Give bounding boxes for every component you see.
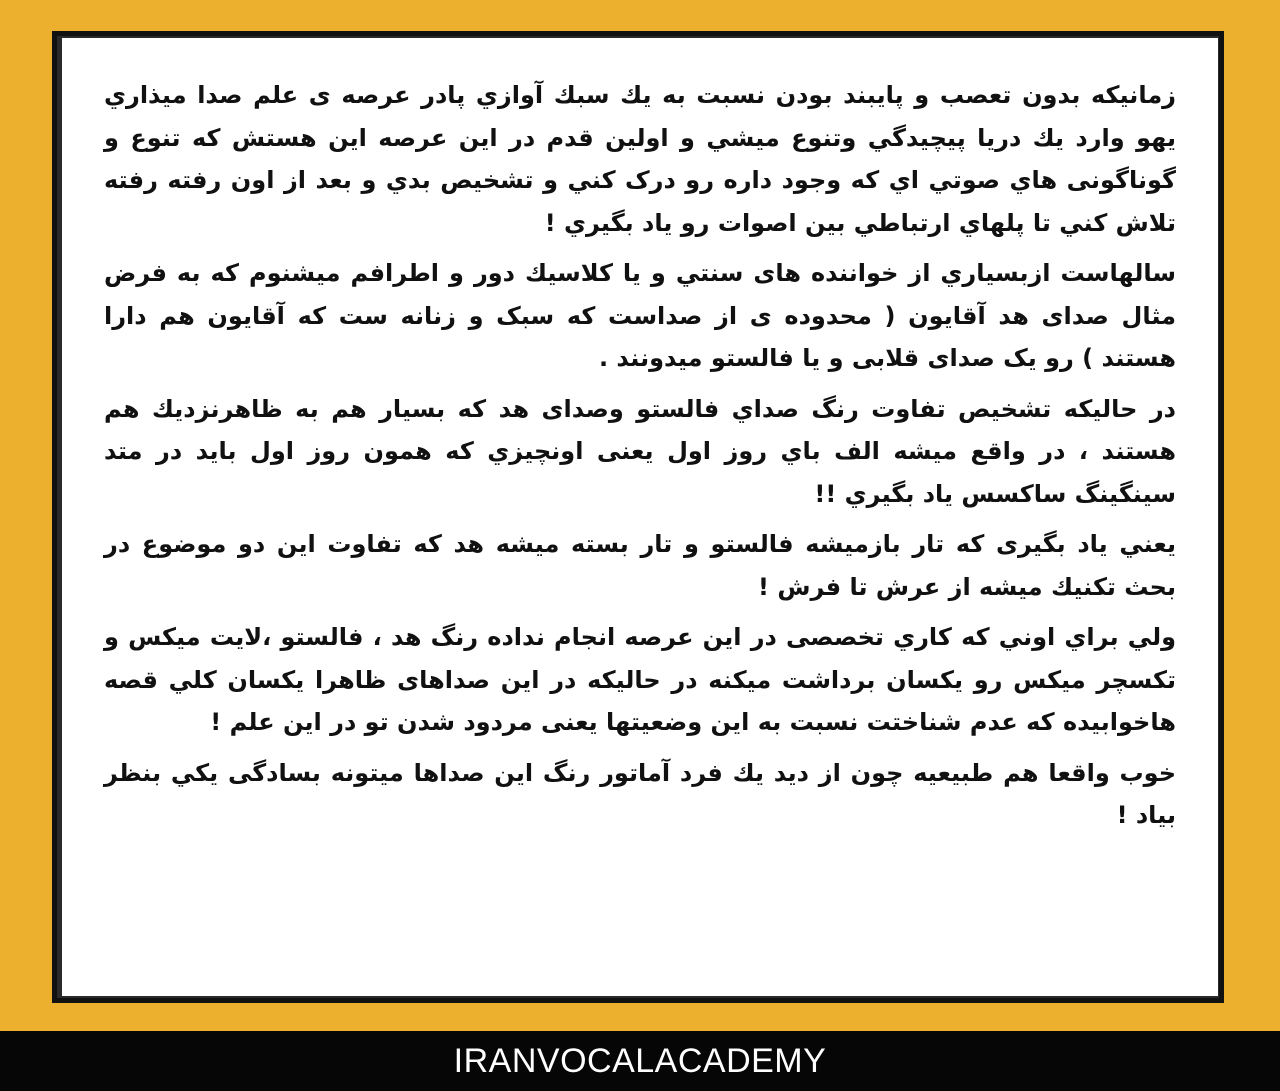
footer-bar xyxy=(0,1031,1280,1091)
paragraph-1: زمانیکه بدون تعصب و پایبند بودن نسبت به یك سبك آوازي پادر عرصه ی علم صدا میذاري یهو وارد یك دریا پیچیدگي وتنوع میشي و اولین قدم در این عرصه این هستش که تنوع و گوناگونی هاي صوتي اي که وجود داره رو درک کني و تشخیص بدي و بعد از اون رفته رفته تلاش کني تا پلهاي ارتباطي بین اصوات رو یاد بگیري ! xyxy=(104,81,1176,237)
paragraph-2: سالهاست ازبسیاري از خواننده های سنتي و یا کلاسیك دور و اطرافم میشنوم که به فرض مثال صدای هد آقایون ( محدوده ی از صداست که سبک و زنانه ست که آقایون هم دارا هستند ) رو یک صدای قلابی و یا فالستو میدونند . xyxy=(104,259,1176,372)
paragraph-4: یعني یاد بگیری که تار بازمیشه فالستو و تار بسته میشه هد که تفاوت این دو موضوع در بحث تکنیك میشه از عرش تا فرش ! xyxy=(104,530,1176,601)
footer-brand: IRANVOCALACADEMY xyxy=(453,1042,827,1080)
paragraph-3: در حالیکه تشخیص تفاوت رنگ صداي فالستو وصدای هد که بسیار هم به ظاهرنزدیك هم هستند ، در واقع میشه الف باي روز اول یعنی اونچیزي که همون روز اول باید در متد سینگینگ ساکسس یاد بگیري !! xyxy=(104,394,1176,508)
paragraph-6: خوب واقعا هم طبیعیه چون از دید یك فرد آماتور رنگ این صداها میتونه بسادگی یکي بنظر بیاد ! xyxy=(104,758,1176,829)
text-panel xyxy=(62,38,1218,996)
article-body xyxy=(104,74,1176,845)
paragraph-5: ولي براي اوني که کاري تخصصی در این عرصه انجام نداده رنگ هد ، فالستو ،لایت میکس و تکسچر میکس رو یکسان برداشت میکنه در حالیکه در این صداهای ظاهرا یکسان کلي قصه هاخوابیده که عدم شناختت نسبت به این وضعیتها یعنی مردود شدن تو در این علم ! xyxy=(104,623,1176,736)
